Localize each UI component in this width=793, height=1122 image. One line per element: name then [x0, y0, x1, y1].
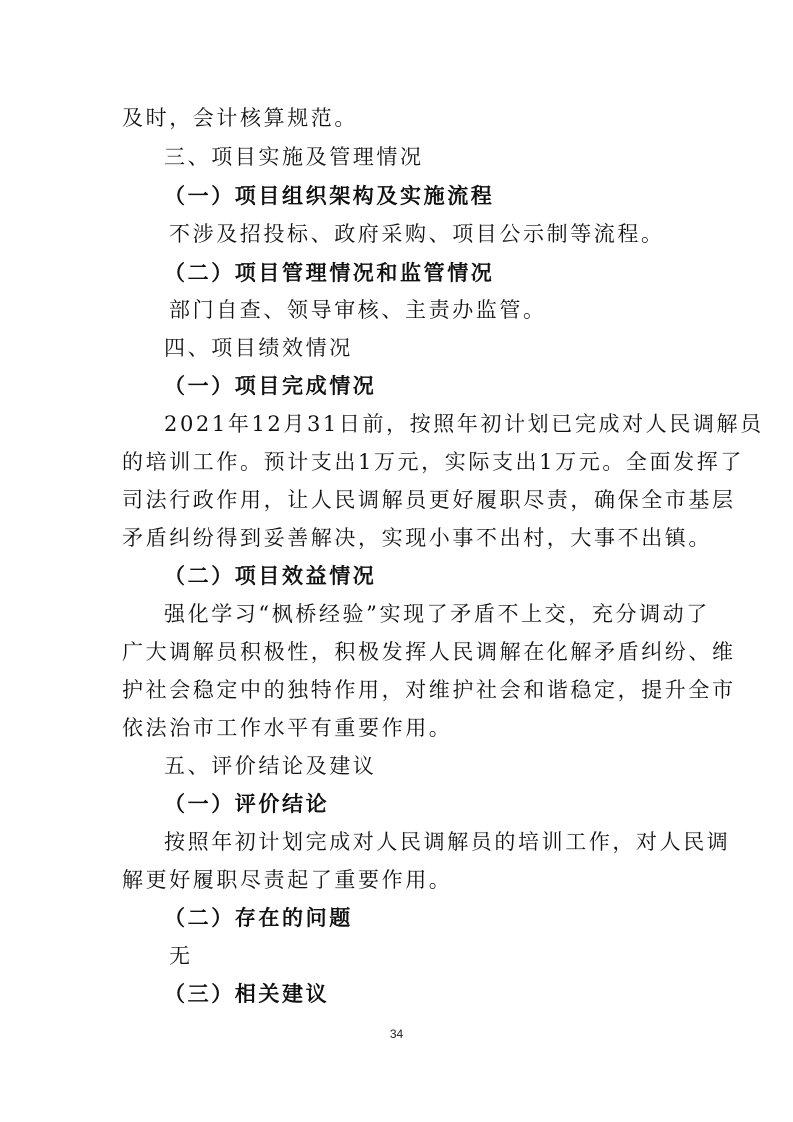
subsection-heading: （三）相关建议 — [164, 982, 330, 1006]
paragraph-line: 按照年初计划完成对人民调解员的培训工作，对人民调 — [164, 830, 731, 854]
paragraph-line: 依法治市工作水平有重要作用。 — [122, 716, 453, 740]
paragraph-line: 不涉及招投标、政府采购、项目公示制等流程。 — [169, 222, 665, 246]
paragraph-line: 矛盾纠纷得到妥善解决，实现小事不出村，大事不出镇。 — [122, 526, 712, 550]
paragraph-line: 强化学习“枫桥经验”实现了矛盾不上交，充分调动了 — [164, 602, 710, 626]
subsection-heading: （二）存在的问题 — [164, 906, 353, 930]
subsection-heading: （一）项目完成情况 — [164, 374, 377, 398]
paragraph-line: 的培训工作。预计支出1万元，实际支出1万元。全面发挥了 — [122, 450, 744, 474]
section-heading: 五、评价结论及建议 — [164, 754, 377, 778]
subsection-heading: （一）评价结论 — [164, 792, 330, 816]
paragraph-line: 部门自查、领导审核、主责办监管。 — [169, 298, 547, 322]
section-heading: 三、项目实施及管理情况 — [164, 145, 424, 169]
paragraph-line: 护社会稳定中的独特作用，对维护社会和谐稳定，提升全市 — [122, 678, 736, 702]
paragraph-line: 司法行政作用，让人民调解员更好履职尽责，确保全市基层 — [122, 488, 736, 512]
paragraph-line: 2021年12月31日前，按照年初计划已完成对人民调解员 — [164, 412, 764, 436]
subsection-heading: （一）项目组织架构及实施流程 — [164, 184, 495, 208]
paragraph-line: 无 — [169, 944, 193, 968]
section-heading: 四、项目绩效情况 — [164, 336, 353, 360]
subsection-heading: （二）项目管理情况和监管情况 — [164, 261, 495, 285]
paragraph-line: 广大调解员积极性，积极发挥人民调解在化解矛盾纠纷、维 — [122, 640, 736, 664]
paragraph-line: 及时，会计核算规范。 — [122, 106, 358, 130]
subsection-heading: （二）项目效益情况 — [164, 564, 377, 588]
paragraph-line: 解更好履职尽责起了重要作用。 — [122, 868, 453, 892]
page-number: 34 — [389, 1027, 404, 1041]
